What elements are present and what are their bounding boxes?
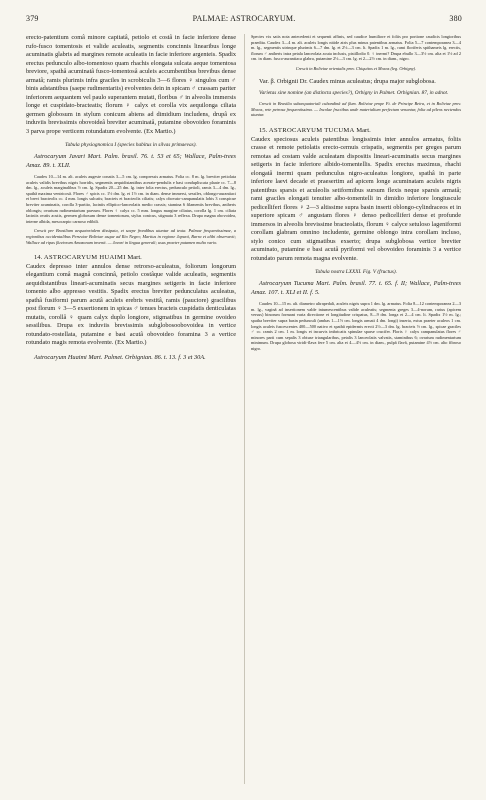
species-heading-14 bbox=[26, 254, 236, 263]
column-divider bbox=[244, 34, 245, 784]
species-heading-15 bbox=[251, 127, 461, 136]
description-paragraph: erecto-patentium comâ minore capitatâ, petiolo et costâ in facie inferiore dense rufo-fusco tomentosis et valide aculeatis, segmentis concinnis linearibus longe acuminatis glabris ad margines remote aculeatis in facie inferiore argenteis. Spadix erectus pedunculo albo-tomentoso quam rhachis elongata sulcata aeque tomentosa breviore, spathâ acuminatâ fusco-tomentosâ aculeis accumbentibus brevibus dense armatâ; ramis plurimis infra graciles in scrobiculis 3—6 flores ♀ singulos cum ♂ binis adstantibus (saepe rudimentariis) evolventes dein in spicam ♂ crassam pariter inferiorem aequantem vel paulo superantem mutati, floribus ♂ in alveolis immersis longe et cuspidato-bracteatis; florum ♀ calyx et corolla vix aequilonga ciliata germen globosum in stylum conicum abiens ad dimidium includens, drupâ ex induviis brevissimis obovoideâ breviter acuminatâ, putamine obovoideo foraminis 3 parva prope verticem rotundatum evolvente. (Ex Martio.) bbox=[26, 34, 237, 135]
species-author: Mart. bbox=[356, 126, 371, 134]
species-diagnosis: Caudex depresso inter annulos dense retrorso-aculeatus, foliorum longorum elegantium comâ magnâ concinnâ, petiolo costâque valide aculeatis, segmentis aequidistantibus lineari-acuminatis secus margines setigeris in facie inferiore tomento albo appresso vestitis. Spadix erectus breviter pedunculatus aculeatus, spathâ fusiformi parum acutâ aculeis erebris vestitâ, ramis (pauciore) gracilibus post florum ♀ 3—5 exsertionem in spicas ♂ tenues bracteis cuspidatis denticulatas mutatis, corollâ ♀ quam calyx duplo longiore, stigmatibus in germine ovoideo sessilibus. Drupa ex induviis brevissimis subglobosoobovoidea in vertice rotundato-rostellata, putamine e basi acutâ obovoideo foramina 3 a vertice rotundato magis remota evolvente. (Ex Martio.) bbox=[26, 262, 236, 347]
species-detail-text: Species vix satis nota antecedenti et sequenti affinis, sed caudice humiliore et foliis pro portione caudicis longioribus praedita. Caudex 3—4 m. alt. aculeis longis nitide atris plus minus patentibus armatus. Folia 5—7 contemporanea 3—4 m. lg., segmentis utrinque plurimis 6—7 dm. lg. et 2½—3 cm. lt. Spadix 1 m. lg., rami floriferis spithameis lg. erectis, florum ♂ antheris intra petala lanceolata acuta inclusis, pistillodio 0. ♀ inermi? Drupa ebullo 3—3½ cm. alta et 1½ ad 2 cm. in diam. fusco-aurantiaca glabra, putamine 2½—3 cm. lg. et 2—2½ cm. in diam., nigro. bbox=[251, 34, 461, 62]
synonym-citation: Astrocaryum Javari Mart. Palm. brasil. 76. t. 53 et 65; Wallace, Palm-trees Amaz. 89. t. XLII. bbox=[26, 153, 236, 169]
distribution-note: Crescit in Boliviae orientalis prov. Chiquitos et Moxos (leg. Orbigny). bbox=[295, 65, 417, 71]
species-detail-text: Caudex 10—15 m. alt. diametro ultrapedali, aculeis nigris supra 1 dm. lg. armatus. Folia 8—12 contemporanea 2—3 m. lg., vaginâ ad insertionem valde intumescentibus valide aculeatis; segmenta greges 3—4-norum, rarius (apicem versus) binorum formant varia directione et longitudine crispatus, 8—9 dm. longa et 2—4 cm. lt. Spadix 1½ m. lg.; spatha breviter supra basin pedunculi (ambas 1—1½ cm. longis armati 4 dm. longi) inserta, extus praeter aculeos 1 cm. longis aculeis fuscescentes 400—500 nativo et spathâ epidermis erecti 2½—3 dm. lg. bracteis ½ cm. lg., spicae graciles ♂ cc. ramis 2 cm. 1 m. longis et incurvis imbricatis spinulae sparse crucifer. Floris ♀ calyx campanulatus flores ♂ minores parti cum sepalis 3 obtuse triangularibus, petalis 3 lanceolatis valvatis, staminibus 6; ovarium rudimentarium minimum. Drupa globosa viridi-flava fere 5 cm. alta et 4—4½ cm. in diam., pulpâ flavâ, putamine 4½ cm. alto fibroso nigro. bbox=[251, 301, 461, 351]
page-number-left: 379 bbox=[26, 14, 39, 23]
species-author: Mart. bbox=[127, 254, 142, 262]
variety-note: Varietas sine nomine (an distincta species?), Orbigny in Palmet. Orbignian. 87, in adnot. bbox=[259, 90, 449, 97]
species-diagnosis: Caudex speciosus aculeis patentibus longissimis inter annulos armatus, foliis crasse et remote petiolatis erecto-cernuis crispatis, segmentis per greges parum remotas ad costam valde aculeatam dispositis lineari-acuminatis secus margines setigeris in facie inferiore albido-tomentellis. Spadix erectus maximus, rhachi elongatâ inermi quam pedunculus nigro-aculeatus longiore, spathâ in parte inferiore laevi decade et praesertim ad apicem longe acuminatam aculeis nigris patentibus sparsis et aculeolis setiformibus sursum flexis neque sparsis armatâ; rami graciles elongati tenuiter albo-tomentelli in dimidio inferiore longiuscule pedicelliferi flores ♀ 2—3 altissime supra basin inserti oblongo-cylindraceos et in superiore spicam ♂ angustam flores ♀ denso pedicelliferi dense et profunde immersos in alveolis brevissime bracteolatis, florum ♀ calyce setuloso lageniformi corollam glabram omnino includente, germine oblongo intra corollam incluso, stylo conico cum stigmatibus exserto; drupa subglobosa vertice breviter acuminato, putamine e basi acutâ pyriformi vel obovoideo foraminis 3 a vertice rotundato parum remota magna evolvente. bbox=[251, 135, 461, 262]
left-column bbox=[26, 34, 236, 362]
variety-description: Var. β. Orbignii Dr. Caudex minus aculeatus; drupa major subglobosa. bbox=[259, 77, 436, 85]
plate-reference: Tabula physiognomica I (species habitus in silvas primaevas). bbox=[65, 142, 197, 148]
page-header bbox=[26, 14, 462, 28]
species-detail-text: Caudex 10—14 m. alt. aculeis augeste conatis 3—5 cm. lg. compressis armatus. Folia cc. 8 m. lg. breviter petiolata aculeis validis brevibus nigris horridis, segmentis aequidistantibus acerate-pendulis e basi condupliscata plaate cc. 7—8 dm. lg., aculeis marginalibus ½ cm. lg. Spadix 20—25 dm. lg. inter folia erectus, pedunculo petioli, ramis 3—4 dm. lg., spathâ maxima ventricosâ. Flores ♂ spicis cc. 1½ dm. lg. et 1½ cm. in diam. dense immersi, sessiles, oblongo-aurantiaci et brevi bracteolis cc. 4 mm. longis sulcatis; bracteis et bracteolis ciliatis; calyx obovato-campanulatis lobis 3 conspicue breviter acuminatis, corolla 3-partito, laciniis elliptico-lanceolatis medio crassis; stamina 6 filamentis brevibus, antheris oblongis; ovarium rudimentarium parvum. Flores ♀ calyx cc. 5 mm. longus margine ciliatus, corolla lg. 1 cm. ciliata laciniis ovatis acutis, germen globosum dense tomentosum, stylus conicus, stigmata 3 reflexa. Drupa magna obovoidea, interne albida, mesocarpio carnoso edibili. bbox=[26, 174, 236, 224]
plate-reference: Tabula nostra LXXXI. Fig. V (fructus). bbox=[315, 269, 397, 276]
page-number-right: 380 bbox=[449, 14, 462, 23]
distribution-note: Crescit in Brasilia subaequatoriali cubandinâ ad flum. Boliviae prope Ft. de Principe Beira, et in Boliviae prov. Moxos, rete petrosa frequentissima. — Incolae fructibus unde materialium perfectum venantur, folia ad pileos nectendos utuntur. bbox=[251, 101, 461, 118]
synonym-citation: Astrocaryum Tucuma Mart. Palm. brasil. 77. t. 65. f. II; Wallace, Palm-trees Amaz. 107. t. XLI et II. f. 5. bbox=[251, 280, 461, 296]
species-number: 15. bbox=[259, 126, 268, 134]
species-name: ASTROCARYUM HUAIMI bbox=[43, 254, 126, 262]
right-column bbox=[251, 34, 461, 351]
species-number: 14. bbox=[34, 254, 43, 262]
species-name: ASTROCARYUM TUCUMA bbox=[268, 126, 355, 134]
synonym-citation: Astrocaryum Huaimi Mart. Palmet. Orbignian. 86. t. 13. f. 3 et 30A. bbox=[34, 353, 206, 361]
distribution-note: Crescit per Brasiliam aequatorialem dissipata, et saepe frondibus utuntur ad texta. Palmae frequentissimae, a regionibus occidentalibus Peruviae Boliviae usque ad Rio Negro; Martius in regione Japurá, Barra et alibi observavit; Wallace ad ripas fluviorum Amazonum invenit. — Javari in lingua generali; usus praeter putamen multo vario. bbox=[26, 228, 236, 245]
running-head: PALMAE: ASTROCARYUM. bbox=[192, 14, 296, 23]
